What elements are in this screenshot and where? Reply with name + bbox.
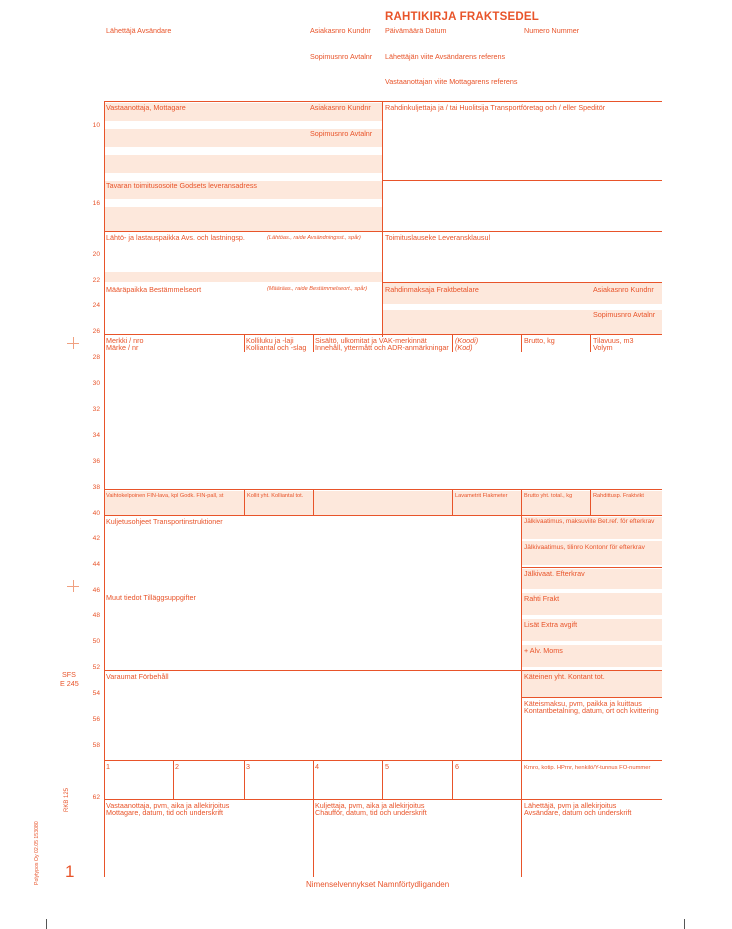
delivery-terms-label: Toimituslauseke Leveransklausul <box>385 233 491 242</box>
sender-signature-label-sv: Avsändare, datum och underskrift <box>524 808 632 817</box>
form-left-border <box>104 101 105 877</box>
cod-label: Jälkivaat. Efterkrav <box>524 569 585 578</box>
packages-label-sv: Kolliantal och -slag <box>246 343 307 352</box>
receiver-contract-no-label: Sopimusnro Avtalnr <box>310 129 373 138</box>
copy-number: 1 <box>65 862 75 881</box>
divider <box>104 670 662 671</box>
copy-box-5: 5 <box>385 762 389 771</box>
divider <box>383 282 662 283</box>
form-title: RAHTIKIRJA FRAKTSEDEL <box>385 11 539 23</box>
form-code: RKB 125 <box>64 787 70 812</box>
row-number: 28 <box>92 354 100 361</box>
copy-box-3: 3 <box>246 762 250 771</box>
extra-charge-label: Lisät Extra avgift <box>524 620 578 629</box>
cut-mark <box>46 919 47 929</box>
destination-label: Määräpaikka Bestämmelseort <box>106 285 202 294</box>
printer-imprint: Polytypos Oy 02.05 153080 <box>34 821 40 885</box>
shading <box>105 272 382 282</box>
receiver-signature-label-sv: Mottagare, datum, tid och underskrift <box>106 808 224 817</box>
divider <box>104 515 662 516</box>
divider <box>522 697 662 698</box>
copy-box-4: 4 <box>315 762 319 771</box>
sfs-code: E 245 <box>60 679 79 688</box>
divider <box>244 760 245 799</box>
divider <box>104 489 662 490</box>
divider <box>452 760 453 799</box>
cod-reference-label: Jälkivaatimus, maksuviite Bet.ref. för efterkrav <box>524 518 655 525</box>
row-number: 40 <box>92 510 100 517</box>
divider <box>452 489 453 515</box>
divider <box>452 334 453 352</box>
cash-payment-label-sv: Kontantbetalning, datum, ort och kvittering <box>524 706 659 715</box>
row-number: 38 <box>92 484 100 491</box>
contents-label-sv: Innehåll, yttermått och ADR-anmärkningar <box>315 343 449 352</box>
divider <box>104 799 662 800</box>
driver-signature-label-fi: Kuljettaja, pvm, aika ja allekirjoitus <box>315 801 425 810</box>
row-number: 30 <box>92 380 100 387</box>
row-number: 34 <box>92 432 100 439</box>
freight-label: Rahti Frakt <box>524 594 560 603</box>
receiver-shading <box>105 103 382 231</box>
row-number: 56 <box>92 716 100 723</box>
packages-label-fi: Kolliluku ja -laji <box>246 336 294 345</box>
driver-signature-label-sv: Chaufför, datum, tid och underskrift <box>315 808 427 817</box>
receiver-customer-no-label: Asiakasnro Kundnr <box>310 103 371 112</box>
divider <box>382 180 662 181</box>
divider <box>522 567 662 568</box>
sender-contract-no-label: Sopimusnro Avtalnr <box>310 52 373 61</box>
divider <box>521 334 522 352</box>
carrier-label: Rahdinkuljettaja ja / tai Huolitsija Transportföretag och / eller Speditör <box>385 103 606 112</box>
row-number: 20 <box>92 251 100 258</box>
name-clarification-label: Nimenselvennykset Namnförtydliganden <box>306 880 450 889</box>
divider <box>104 231 662 232</box>
payer-customer-no-label: Asiakasnro Kundnr <box>593 285 654 294</box>
gross-weight-label: Brutto, kg <box>524 336 555 345</box>
destination-note: (Määräas., raide Bestämmelseort., spår) <box>267 286 368 292</box>
copy-box-2: 2 <box>175 762 179 771</box>
divider <box>590 334 591 352</box>
divider <box>244 489 245 515</box>
sfs-label: SFS <box>62 670 76 679</box>
row-number: 24 <box>92 302 100 309</box>
departure-note: (Lähtöas., raide Avsändningsst., spår) <box>267 235 361 241</box>
row-number: 22 <box>92 277 100 284</box>
row-number: 32 <box>92 406 100 413</box>
row-number: 46 <box>92 587 100 594</box>
divider <box>313 334 314 352</box>
row-number: 52 <box>92 664 100 671</box>
cash-total-label: Käteinen yht. Kontant tot. <box>524 672 605 681</box>
sender-label: Lähettäjä Avsändare <box>106 26 172 35</box>
delivery-address-label: Tavaran toimitusosoite Godsets leveransadress <box>106 181 258 190</box>
row-number: 48 <box>92 612 100 619</box>
payer-contract-no-label: Sopimusnro Avtalnr <box>593 310 656 319</box>
business-id-label: Krnro, kotip. HPrnr, henkilö/Y-tunnus FO-nummer <box>524 765 651 771</box>
extra-info-label: Muut tiedot Tilläggsuppgifter <box>106 593 196 602</box>
divider <box>244 334 245 352</box>
row-number: 58 <box>92 742 100 749</box>
receiver-label: Vastaanottaja, Mottagare <box>106 103 186 112</box>
row-number: 42 <box>92 535 100 542</box>
transport-instructions-label: Kuljetusohjeet Transportinstruktioner <box>106 517 223 526</box>
copy-box-6: 6 <box>455 762 459 771</box>
row-number: 36 <box>92 458 100 465</box>
divider <box>382 760 383 799</box>
volume-label-sv: Volym <box>593 343 613 352</box>
packages-total-label: Kollit yht. Kolliantal tot. <box>247 493 304 499</box>
divider <box>104 334 662 335</box>
code-label-sv: (Kod) <box>455 343 473 352</box>
row-number: 44 <box>92 561 100 568</box>
sender-reference-label: Lähettäjän viite Avsändarens referens <box>385 52 506 61</box>
cut-mark <box>684 919 685 929</box>
marks-label-fi: Merkki / nro <box>106 336 144 345</box>
registration-mark <box>67 337 79 349</box>
marks-label-sv: Märke / nr <box>106 343 139 352</box>
divider <box>521 489 522 515</box>
sender-customer-no-label: Asiakasnro Kundnr <box>310 26 371 35</box>
copy-box-1: 1 <box>106 762 110 771</box>
divider <box>313 760 314 877</box>
cod-account-label: Jälkivaatimus, tilinro Kontonr för efterkrav <box>524 544 645 551</box>
divider <box>104 760 662 761</box>
row-number: 16 <box>92 200 100 207</box>
row-number: 54 <box>92 690 100 697</box>
loading-meters-label: Lavametrit Flakmeter <box>455 493 508 499</box>
receiver-reference-label: Vastaanottajan viite Mottagarens referens <box>385 77 518 86</box>
row-number: 10 <box>92 122 100 129</box>
sender-signature-label-fi: Lähettäjä, pvm ja allekirjoitus <box>524 801 617 810</box>
cash-payment-label-fi: Käteismaksu, pvm, paikka ja kuittaus <box>524 699 642 708</box>
receiver-signature-label-fi: Vastaanottaja, pvm, aika ja allekirjoitus <box>106 801 230 810</box>
divider <box>104 101 662 102</box>
gross-total-label: Brutto yht. total., kg <box>524 493 573 499</box>
date-label: Päivämäärä Datum <box>385 26 447 35</box>
freight-payer-label: Rahdinmaksaja Fraktbetalare <box>385 285 479 294</box>
contents-label-fi: Sisältö, ulkomitat ja VAK-merkinnät <box>315 336 427 345</box>
departure-label: Lähtö- ja lastauspaikka Avs. och lastningsp. <box>106 233 245 242</box>
pallets-label: Vaihtokelpoinen FIN-lava, kpl Godk. FIN-pall, st <box>106 493 224 499</box>
volume-label-fi: Tilavuus, m3 <box>593 336 634 345</box>
row-number: 26 <box>92 328 100 335</box>
divider <box>173 760 174 799</box>
row-number: 50 <box>92 638 100 645</box>
row-number: 62 <box>92 794 100 801</box>
divider <box>313 489 314 515</box>
reservations-label: Varaumat Förbehåll <box>106 672 169 681</box>
divider <box>590 489 591 515</box>
code-label-fi: (Koodi) <box>455 336 479 345</box>
number-label: Numero Nummer <box>524 26 580 35</box>
vat-label: + Alv. Moms <box>524 646 563 655</box>
freight-weight-label: Rahdittusp. Fraktvikt <box>593 493 644 499</box>
registration-mark <box>67 580 79 592</box>
